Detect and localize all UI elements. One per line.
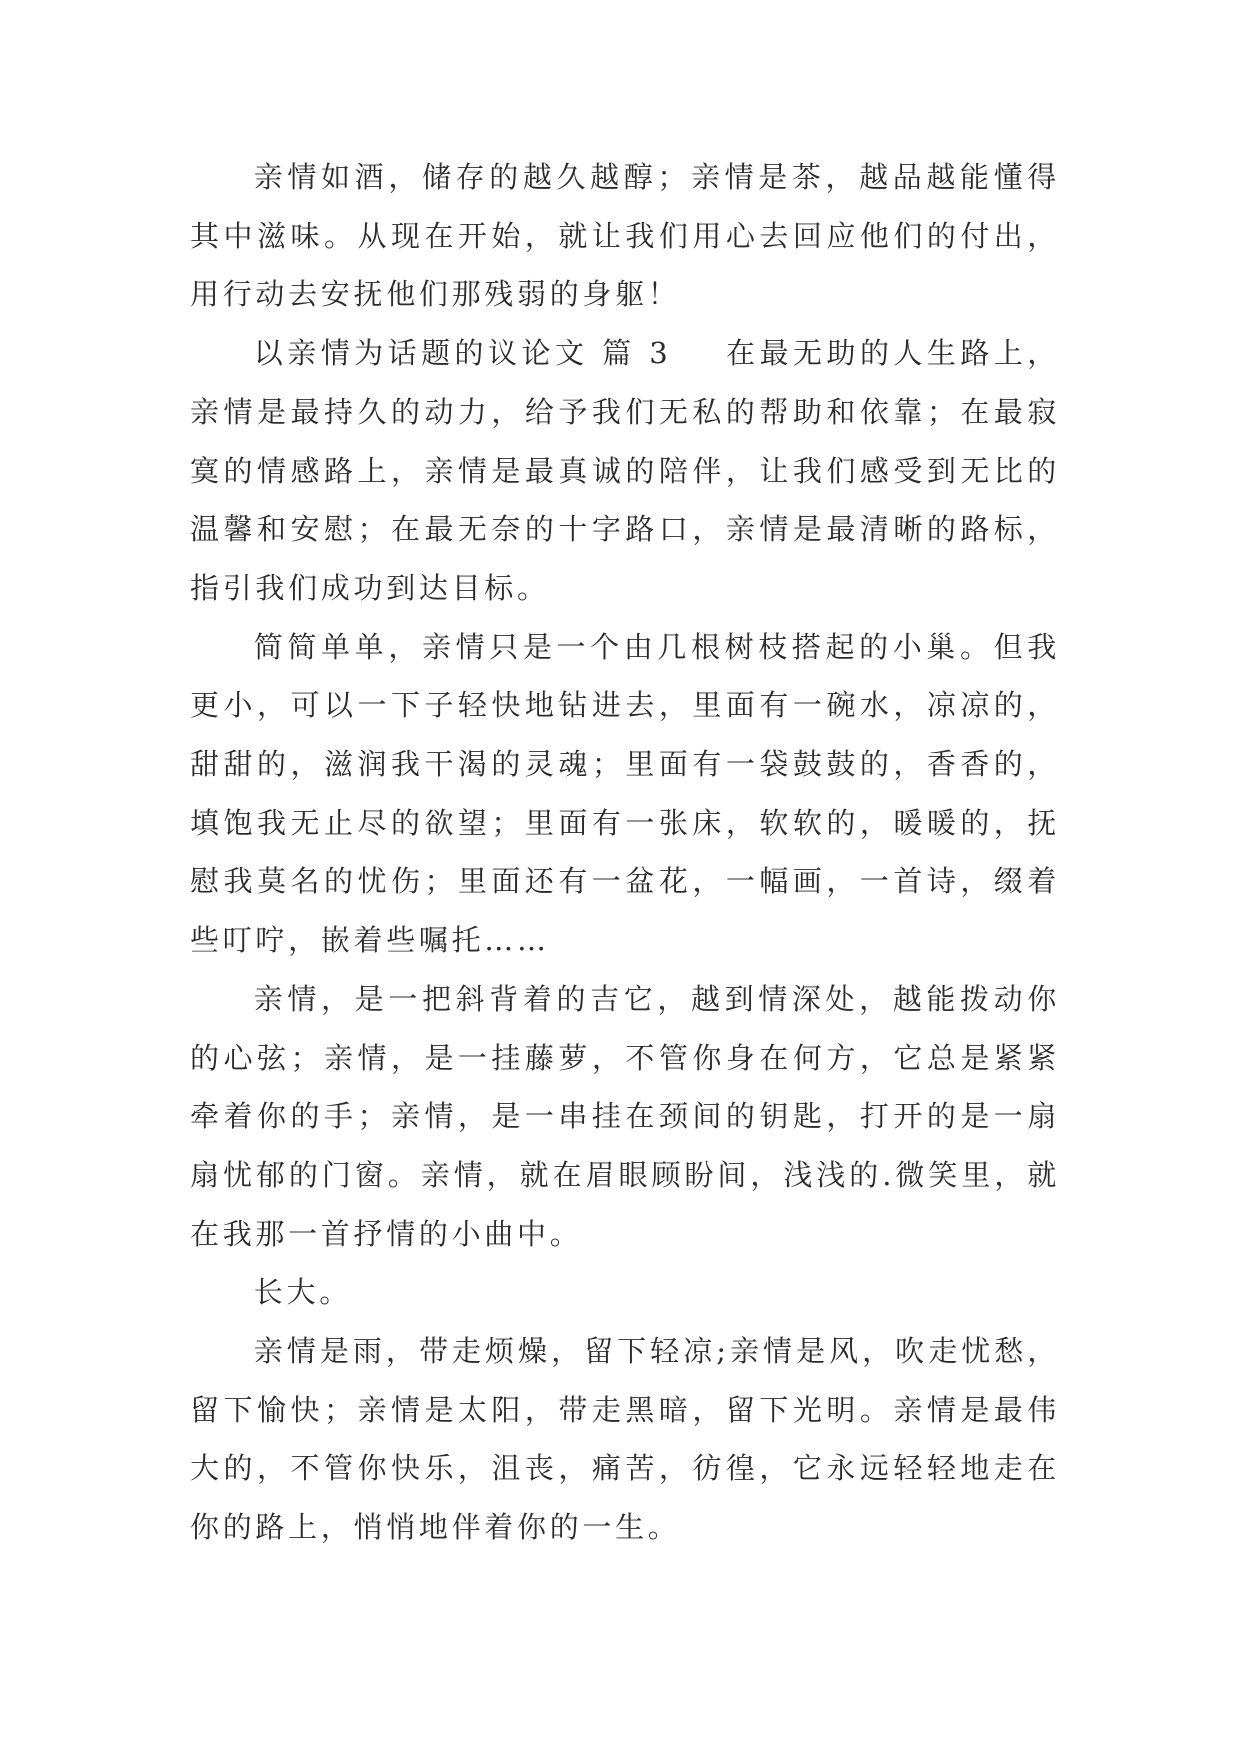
paragraph-section-3 bbox=[190, 324, 1060, 618]
document-page bbox=[190, 148, 1060, 1557]
paragraph-3: 简简单单，亲情只是一个由几根树枝搭起的小巢。但我更小，可以一下子轻快地钻进去，里面有一碗水，凉凉的，甜甜的，滋润我干渴的灵魂；里面有一袋鼓鼓的，香香的，填饱我无止尽的欲望；里面有一张床，软软的，暖暖的，抚慰我莫名的忧伤；里面还有一盆花，一幅画，一首诗，缀着些叮咛，嵌着些嘱托…… bbox=[190, 629, 1060, 958]
paragraph-5: 长大。 bbox=[253, 1275, 352, 1310]
section-first-paragraph: 在最无助的人生路上，亲情是最持久的动力，给予我们无私的帮助和依靠；在最寂寞的情感路上，亲情是最真诚的陪伴，让我们感受到无比的温馨和安慰；在最无奈的十字路口，亲情是最清晰的路标，指引我们成功到达目标。 bbox=[190, 336, 1060, 605]
section-heading: 以亲情为话题的议论文 篇 3 bbox=[253, 336, 672, 371]
paragraph-6: 亲情是雨，带走烦燥，留下轻凉;亲情是风，吹走忧愁，留下愉快；亲情是太阳，带走黑暗，留下光明。亲情是最伟大的，不管你快乐，沮丧，痛苦，彷徨，它永远轻轻地走在你的路上，悄悄地伴着你的一生。 bbox=[190, 1334, 1060, 1545]
paragraph-1: 亲情如酒，储存的越久越醇；亲情是茶，越品越能懂得其中滋味。从现在开始，就让我们用心去回应他们的付出，用行动去安抚他们那残弱的身躯！ bbox=[190, 160, 1060, 312]
paragraph-4: 亲情，是一把斜背着的吉它，越到情深处，越能拨动你的心弦；亲情，是一挂藤萝，不管你身在何方，它总是紧紧牵着你的手；亲情，是一串挂在颈间的钥匙，打开的是一扇扇忧郁的门窗。亲情，就在眉眼顾盼间，浅浅的.微笑里，就在我那一首抒情的小曲中。 bbox=[190, 981, 1060, 1251]
